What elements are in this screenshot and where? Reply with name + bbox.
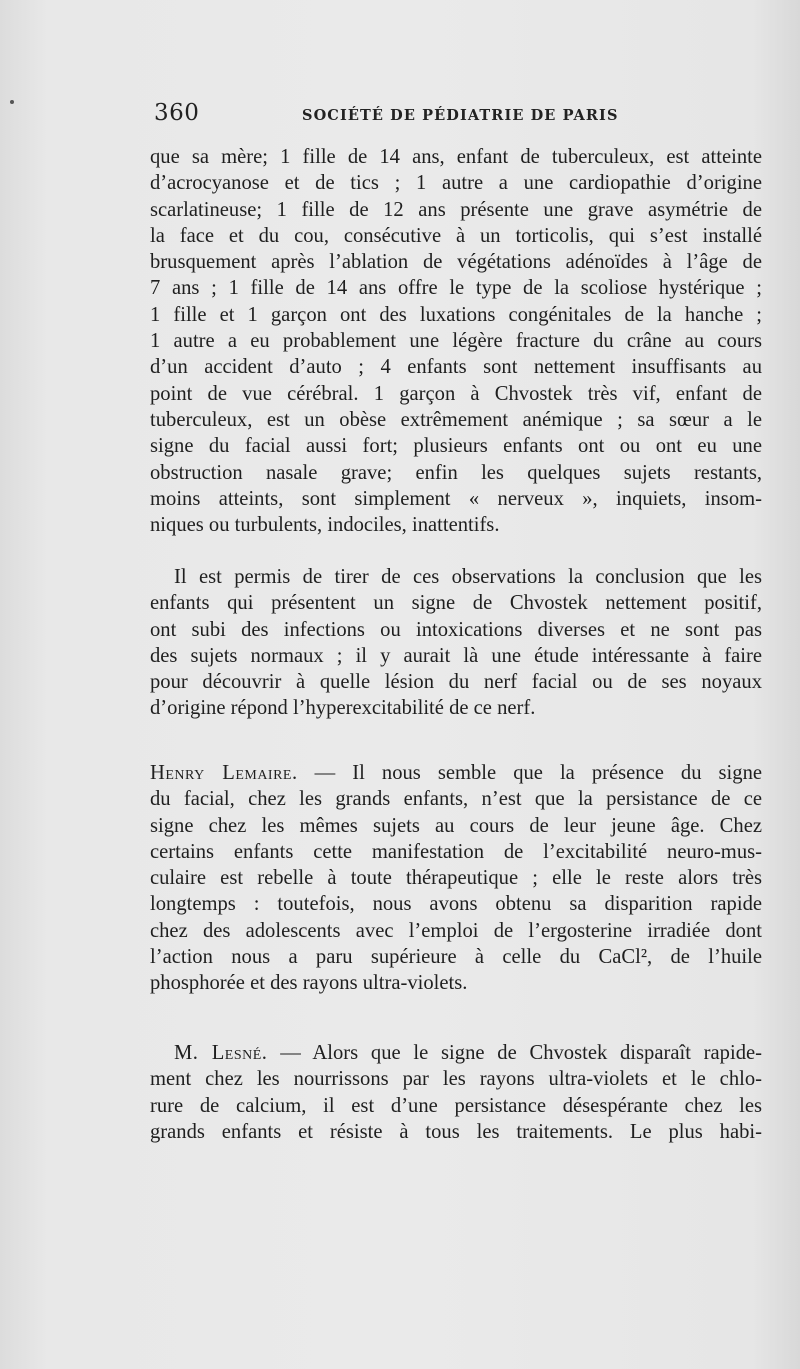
text-line: rure de calcium, il est d’une persistance désespérante chez les — [150, 1094, 762, 1117]
text-line: signe du facial aussi fort; plusieurs enfants ont ou ont eu une — [150, 435, 762, 458]
text-line: Il est permis de tirer de ces observations la conclusion que les — [174, 566, 762, 588]
text-line: phosphorée et des rayons ultra-violets. — [150, 972, 468, 995]
text-line: d’acrocyanose et de tics ; 1 autre a une cardiopathie d’origine — [150, 172, 762, 195]
text-line: l’action nous a paru supérieure à celle du CaCl², de l’huile — [150, 946, 762, 969]
text-line: d’un accident d’auto ; 4 enfants sont nettement insuffisants au — [150, 356, 762, 379]
text-line: certains enfants cette manifestation de l’excitabilité neuro-mus- — [150, 840, 762, 863]
text-line: chez des adolescents avec l’emploi de l’ergosterine irradiée dont — [150, 919, 762, 942]
text-line: pour découvrir à quelle lésion du nerf facial ou de ses noyaux — [150, 671, 762, 694]
text-line: des sujets normaux ; il y aurait là une étude intéressante à faire — [150, 644, 762, 667]
text-line — [150, 760, 762, 786]
text-line: culaire est rebelle à toute thérapeutique ; elle le reste alors très — [150, 867, 762, 890]
text-line: d’origine répond l’hyperexcitabilité de ce nerf. — [150, 697, 536, 720]
paragraph-lemaire — [150, 760, 762, 997]
paragraph-continuation — [150, 144, 762, 538]
speaker-name: M. Lesné. — [174, 1042, 268, 1064]
text-line: enfants qui présentent un signe de Chvostek nettement positif, — [150, 592, 762, 615]
text-line: tuberculeux, est un obèse extrêmement anémique ; sa sœur a le — [150, 408, 762, 431]
text-line: brusquement après l’ablation de végétations adénoïdes à l’âge de — [150, 251, 762, 274]
text-line: ont subi des infections ou intoxications diverses et ne sont pas — [150, 618, 762, 641]
text-line: obstruction nasale grave; enfin les quelques sujets restants, — [150, 461, 762, 484]
text-line: 7 ans ; 1 fille de 14 ans offre le type de la scoliose hystérique ; — [150, 277, 762, 300]
line-remainder: — Alors que le signe de Chvostek disparaît rapide- — [267, 1042, 762, 1064]
text-line: que sa mère; 1 fille de 14 ans, enfant de tuberculeux, est atteinte — [150, 146, 762, 168]
page-header — [150, 100, 760, 134]
running-title: SOCIÉTÉ DE PÉDIATRIE DE PARIS — [302, 107, 619, 124]
paragraph-conclusion — [150, 564, 762, 722]
text-line: signe chez les mêmes sujets au cours de leur jeune âge. Chez — [150, 814, 762, 837]
page-number: 360 — [154, 100, 200, 126]
text-line: niques ou turbulents, indociles, inattentifs. — [150, 514, 500, 537]
text-line: point de vue cérébral. 1 garçon à Chvostek très vif, enfant de — [150, 382, 762, 405]
text-line: longtemps : toutefois, nous avons obtenu sa disparition rapide — [150, 893, 762, 916]
text-line: moins atteints, sont simplement « nerveux », inquiets, insom- — [150, 487, 762, 510]
text-line: ment chez les nourrissons par les rayons ultra-violets et le chlo- — [150, 1068, 762, 1091]
text-line: 1 autre a eu probablement une légère fracture du crâne au cours — [150, 330, 762, 353]
paragraph-lesne — [150, 1040, 762, 1145]
text-line — [150, 1040, 762, 1066]
text-line: du facial, chez les grands enfants, n’est que la persistance de ce — [150, 788, 762, 811]
line-remainder: — Il nous semble que la présence du signe — [297, 762, 762, 784]
text-line: 1 fille et 1 garçon ont des luxations congénitales de la hanche ; — [150, 303, 762, 326]
text-line: scarlatineuse; 1 fille de 12 ans présente une grave asymétrie de — [150, 198, 762, 221]
speaker-name: Henry Lemaire. — [150, 762, 298, 784]
scan-speck — [10, 100, 14, 104]
text-line: la face et du cou, consécutive à un torticolis, qui s’est installé — [150, 224, 762, 247]
text-line: grands enfants et résiste à tous les traitements. Le plus habi- — [150, 1120, 762, 1143]
